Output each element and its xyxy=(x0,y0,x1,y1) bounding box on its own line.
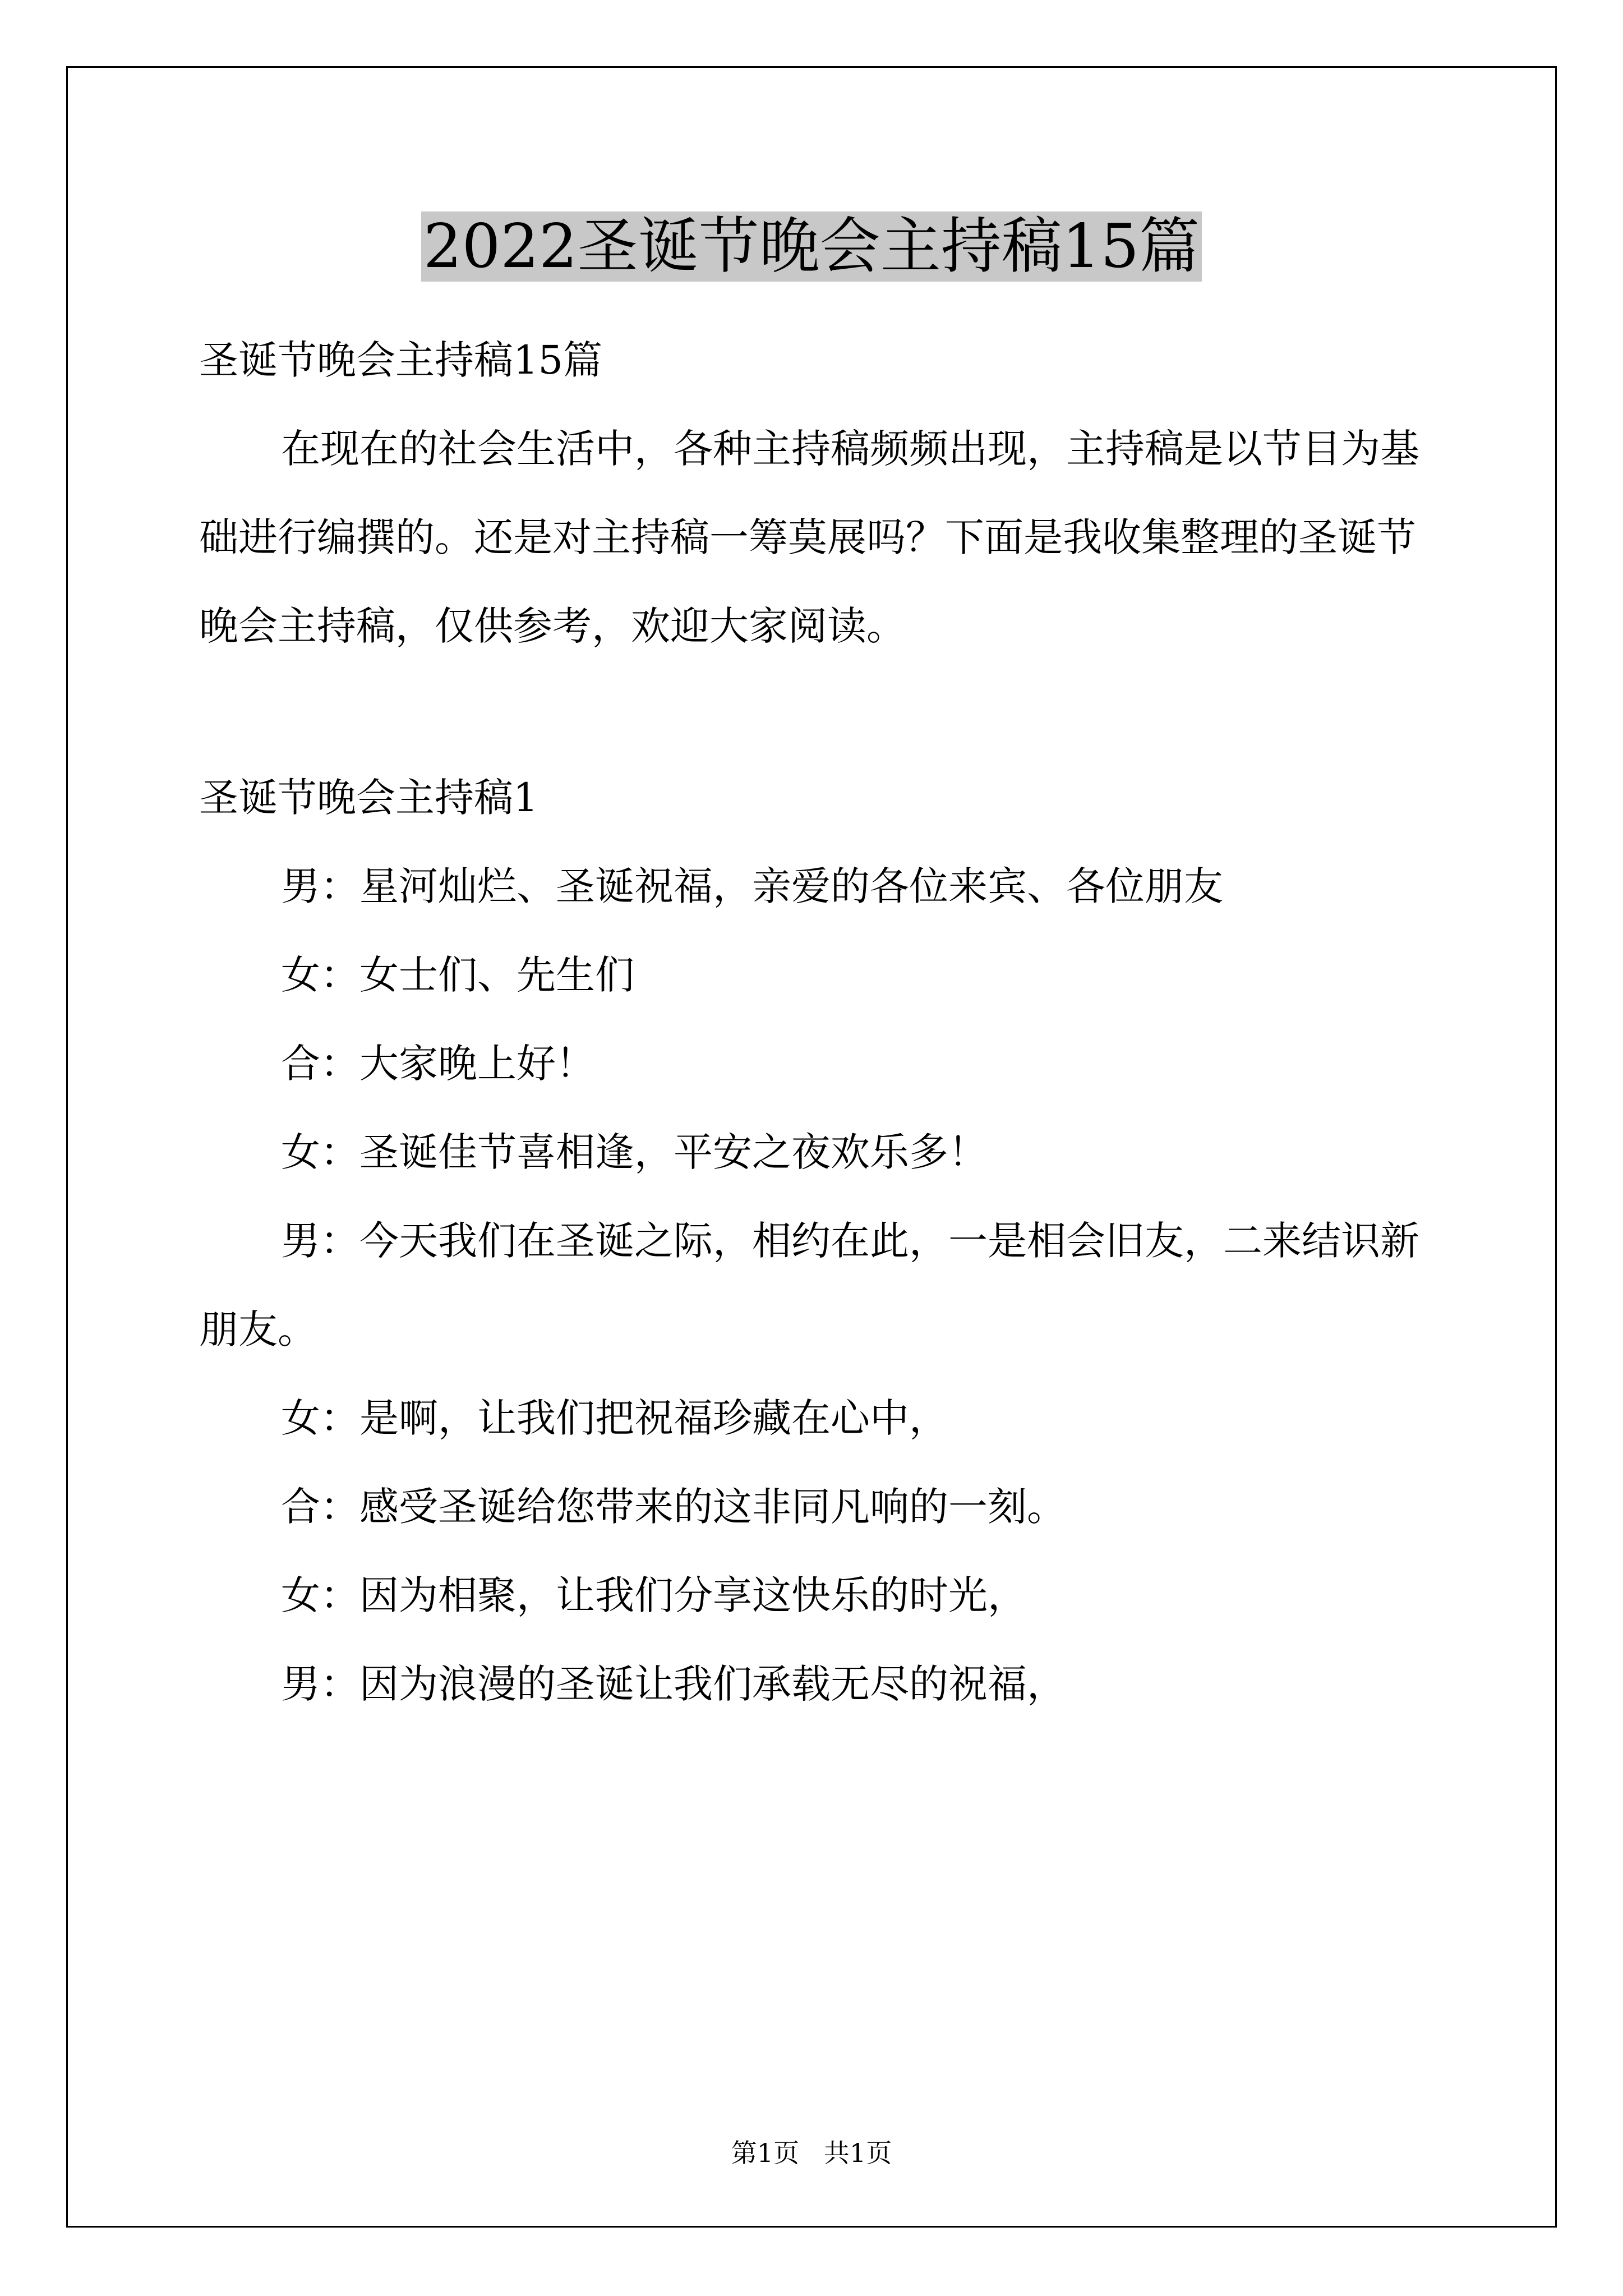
document-title xyxy=(0,208,1623,286)
dialogue-line: 合：感受圣诞给您带来的这非同凡响的一刻。 xyxy=(281,1484,1066,1530)
dialogue-line: 合：大家晚上好！ xyxy=(281,1041,595,1087)
section-spacer xyxy=(199,691,1433,774)
intro-paragraph: 在现在的社会生活中，各种主持稿频频出现，主持稿是以节目为基础进行编撰的。还是对主持稿一筹莫展吗？下面是我收集整理的圣诞节晚会主持稿，仅供参考，欢迎大家阅读。 xyxy=(199,426,1419,649)
dialogue-line: 男：因为浪漫的圣诞让我们承载无尽的祝福， xyxy=(281,1661,1066,1707)
document-title-text: 2022圣诞节晚会主持稿15篇 xyxy=(421,211,1202,282)
dialogue-line: 女：圣诞佳节喜相逢，平安之夜欢乐多！ xyxy=(281,1129,988,1175)
page-footer: 第1页 共1页 xyxy=(731,2138,892,2168)
dialogue-line: 男：星河灿烂、圣诞祝福，亲爱的各位来宾、各位朋友 xyxy=(281,863,1223,909)
section-heading: 圣诞节晚会主持稿1 xyxy=(199,775,538,821)
document-body xyxy=(199,337,1433,1749)
subtitle-paragraph: 圣诞节晚会主持稿15篇 xyxy=(199,337,603,383)
dialogue-line: 女：因为相聚，让我们分享这快乐的时光， xyxy=(281,1572,1027,1618)
dialogue-line: 女：是啊，让我们把祝福珍藏在心中， xyxy=(281,1395,948,1441)
dialogue-line: 女：女士们、先生们 xyxy=(281,952,634,998)
dialogue-line: 男：今天我们在圣诞之际，相约在此，一是相会旧友，二来结识新朋友。 xyxy=(199,1218,1419,1352)
